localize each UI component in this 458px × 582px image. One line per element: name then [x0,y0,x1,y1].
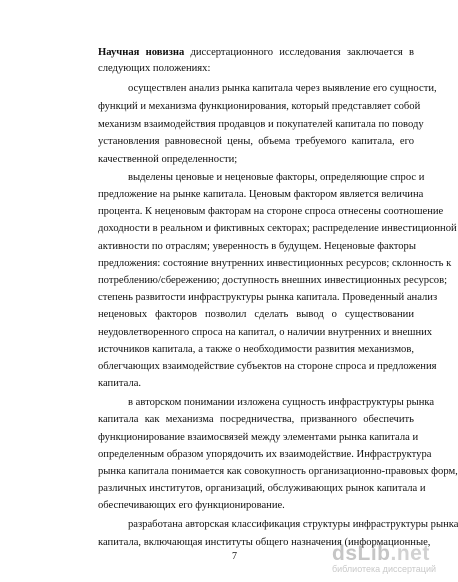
paragraph-line: облегчающих взаимодействие субъектов на стороне спроса и предложения [98,361,437,373]
paragraph-line: различных институтов, организаций, обслуживающих рынок капитала и [98,483,426,495]
watermark-brand-right: .net [390,542,430,565]
paragraph-line: определенным образом упорядочить их взаимодействие. Инфраструктура [98,448,432,460]
paragraph-line: качественной определенности; [98,153,238,165]
paragraph-line: предложение на рынке капитала. Ценовым фактором является величина [98,189,424,201]
paragraph-line: потреблению/сбережению; доступность внешних инвестиционных ресурсов; [98,275,448,287]
page-number: 7 [232,551,237,562]
paragraph-line: неценовых факторов позволил сделать вывод о существовании [98,309,414,321]
watermark-brand-left: dsLib [332,542,391,565]
paragraph-line: осуществлен анализ рынка капитала через выявление его сущности, [128,83,437,95]
paragraph-line: разработана авторская классификация структуры инфраструктуры рынка [128,519,458,531]
paragraph-line: капитала как механизма посредничества, призванного обеспечить [98,414,414,426]
paragraph-line: механизм взаимодействия продавцов и покупателей капитала по поводу [98,119,424,131]
paragraph-line: источников капитала, а также о необходимости развития механизмов, [98,343,414,355]
paragraph-line: процента. К неценовым факторам на стороне спроса отнесены соотношение [98,206,444,218]
paragraph-line: неудовлетворенного спроса на капитал, о наличии внутренних и внешних [98,326,433,338]
paragraph-line: следующих положениях: [98,63,211,75]
paragraph-line: капитала, включающая институты общего назначения (информационные, [98,537,431,549]
paragraph-line: в авторском понимании изложена сущность инфраструктуры рынка [128,397,435,409]
heading-text: диссертационного исследования заключается в [184,47,414,58]
paragraph-line: активности по отраслям; уверенность в будущем. Неценовые факторы [98,240,416,252]
paragraph-line: доходности в реальном и фиктивных секторах; распределение инвестиционной [98,223,457,235]
watermark-tagline: библиотека диссертаций [332,564,437,574]
paragraph-line: выделены ценовые и неценовые факторы, определяющие спрос и [128,171,425,183]
paragraph-line: функционирование взаимосвязей между элементами рынка капитала и [98,431,419,443]
paragraph-line: установления равновесной цены, объема требуемого капитала, его [98,135,414,147]
paragraph-line [98,46,414,59]
paragraph-line: степень развитости инфраструктуры рынка капитала. Проведенный анализ [98,292,438,304]
paragraph-line: функций и механизма функционирования, который представляет собой [98,101,421,113]
paragraph-line: предложения: состояние внутренних инвестиционных ресурсов; склонность к [98,257,452,269]
heading-bold-text: Научная новизна [98,47,185,58]
paragraph-line: рынка капитала понимается как совокупность организационно-правовых форм, [98,466,458,477]
paragraph-line: капитала. [98,378,142,390]
paragraph-line: обеспечивающих его функционирование. [98,500,285,512]
